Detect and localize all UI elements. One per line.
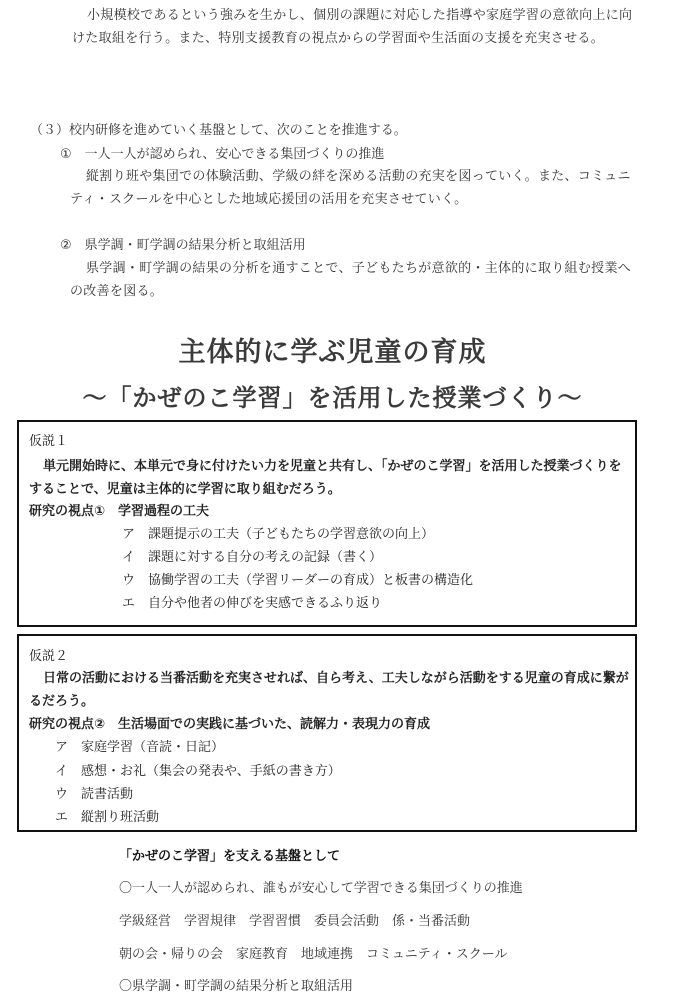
foundation-line: 〇一人一人が認められ、誰もが安心して学習できる集団づくりの推進: [119, 881, 523, 896]
hypothesis2-statement: 日常の活動における当番活動を充実させれば、自ら考え、工夫しながら活動をする児童の育成に繋がるだろう。: [29, 671, 629, 709]
hypothesis1-item: イ 課題に対する自分の考えの記録（書く）: [122, 550, 383, 565]
foundation-line: 学級経営 学習規律 学習習慣 委員会活動 係・当番活動: [119, 914, 471, 929]
hypothesis2-item: エ 縦割り班活動: [55, 810, 160, 825]
hypothesis1-item: エ 自分や他者の伸びを実感できるふり返り: [122, 596, 383, 611]
foundation-line: 朝の会・帰りの会 家庭教育 地域連携 コミュニティ・スクール: [119, 947, 508, 962]
hypothesis1-statement: 単元開始時に、本単元で身に付けたい力を児童と共有し、「かぜのこ学習」を活用した授業づくりをすることで、児童は主体的に学習に取り組むだろう。: [29, 459, 622, 497]
section3-item2-title: ② 県学調・町学調の結果分析と取組活用: [60, 238, 306, 253]
section3-item1-title: ① 一人一人が認められ、安心できる集団づくりの推進: [60, 147, 385, 162]
hypothesis1-item: ウ 協働学習の工夫（学習リーダーの育成）と板書の構造化: [122, 573, 474, 588]
sub-title: ～「かぜのこ学習」を活用した授業づくり～: [82, 384, 583, 412]
main-title: 主体的に学ぶ児童の育成: [178, 337, 487, 368]
hypothesis1-box: [17, 420, 637, 627]
hypothesis2-item: イ 感想・お礼（集会の発表や、手紙の書き方）: [55, 764, 341, 779]
hypothesis1-item: ア 課題提示の工夫（子どもたちの学習意欲の向上）: [122, 527, 435, 542]
intro-paragraph: 小規模校であるという強みを生かし、個別の課題に対応した指導や家庭学習の意欲向上に向けた取組を行う。また、特別支援教育の視点からの学習面や生活面の支援を充実させる。: [72, 8, 633, 46]
hypothesis1-viewpoint: 研究の視点① 学習過程の工夫: [29, 504, 210, 519]
hypothesis2-label: 仮説２: [29, 649, 69, 664]
hypothesis2-item: ウ 読書活動: [55, 787, 134, 802]
foundation-heading: 「かぜのこ学習」を支える基盤として: [119, 849, 341, 864]
section3-item2-body: 県学調・町学調の結果の分析を通すことで、子どもたちが意欲的・主体的に取り組む授業への改善を図る。: [70, 261, 632, 299]
hypothesis2-item: ア 家庭学習（音読・日記）: [55, 740, 225, 755]
section3-item1-body: 縦割り班や集団での体験活動、学級の絆を深める活動の充実を図っていく。また、コミュニティ・スクールを中心とした地域応援団の活用を充実させていく。: [70, 169, 631, 207]
hypothesis2-box: [17, 634, 637, 832]
hypothesis1-label: 仮説１: [29, 434, 69, 449]
foundation-line: 〇県学調・町学調の結果分析と取組活用: [119, 979, 354, 994]
hypothesis2-viewpoint: 研究の視点② 生活場面での実践に基づいた、読解力・表現力の育成: [29, 717, 431, 732]
section3-heading: （３）校内研修を進めていく基盤として、次のことを推進する。: [30, 123, 407, 138]
